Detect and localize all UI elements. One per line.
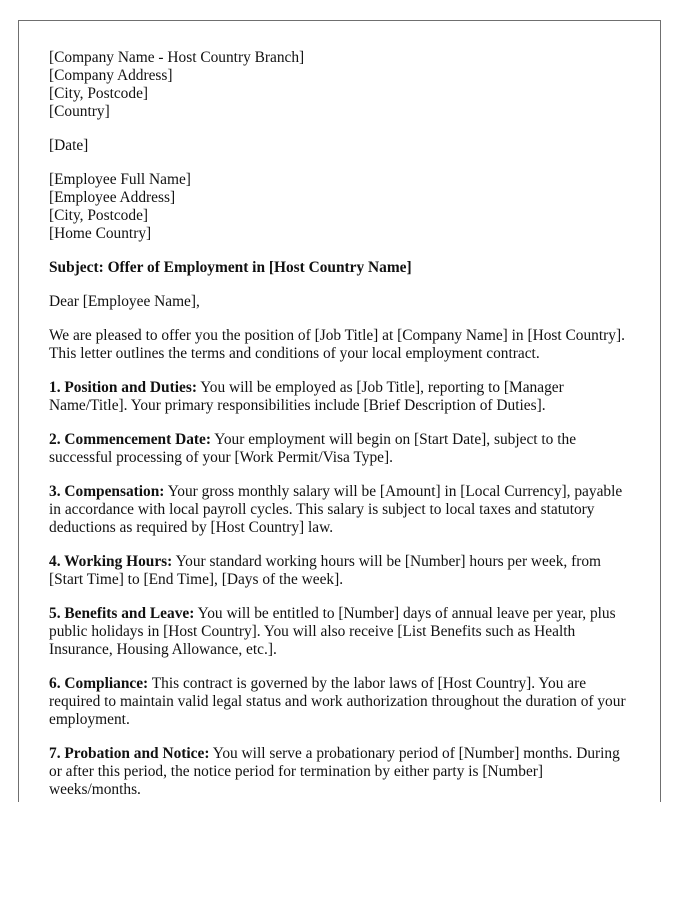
section-heading: 3. Compensation: bbox=[49, 483, 165, 500]
section-text: You will serve a probationary period of [Number] months. During or after this period, the notice period for termination by either party is [Number] weeks/months. bbox=[49, 745, 620, 798]
subject-line: Subject: Offer of Employment in [Host Country Name] bbox=[49, 259, 412, 276]
sender-address bbox=[49, 49, 630, 121]
sender-country: [Country] bbox=[49, 103, 110, 120]
section-heading: 4. Working Hours: bbox=[49, 553, 173, 570]
recipient-city-postcode: [City, Postcode] bbox=[49, 207, 149, 224]
section-text: This contract is governed by the labor laws of [Host Country]. You are required to maintain valid legal status and work authorization throughout the duration of your employment. bbox=[49, 675, 626, 728]
section-working-hours bbox=[49, 553, 630, 589]
recipient-address-line: [Employee Address] bbox=[49, 189, 176, 206]
section-text: Your employment will begin on [Start Date], subject to the successful processing of your [Work Permit/Visa Type]. bbox=[49, 431, 577, 466]
section-text: You will be entitled to [Number] days of annual leave per year, plus public holidays in [Host Country]. You will also receive [List Benefits such as Health Insurance, Housing Allowance, etc.]. bbox=[49, 605, 616, 658]
section-commencement-date bbox=[49, 431, 630, 467]
section-compliance bbox=[49, 675, 630, 729]
section-heading: 2. Commencement Date: bbox=[49, 431, 211, 448]
section-compensation bbox=[49, 483, 630, 537]
section-position-duties bbox=[49, 379, 630, 415]
section-heading: 7. Probation and Notice: bbox=[49, 745, 210, 762]
section-heading: 6. Compliance: bbox=[49, 675, 149, 692]
sender-company-name: [Company Name - Host Country Branch] bbox=[49, 49, 305, 66]
sender-company-address: [Company Address] bbox=[49, 67, 173, 84]
recipient-name: [Employee Full Name] bbox=[49, 171, 191, 188]
intro-paragraph: We are pleased to offer you the position of [Job Title] at [Company Name] in [Host Country]. This letter outlines the terms and conditions of your local employment contract. bbox=[49, 327, 625, 362]
section-heading: 1. Position and Duties: bbox=[49, 379, 197, 396]
section-text: Your gross monthly salary will be [Amount] in [Local Currency], payable in accordance with local payroll cycles. This salary is subject to local taxes and statutory deductions as required by [Host Country] law. bbox=[49, 483, 623, 536]
section-text: Your standard working hours will be [Number] hours per week, from [Start Time] to [End Time], [Days of the week]. bbox=[49, 553, 602, 588]
section-probation-notice bbox=[49, 745, 630, 799]
section-text: You will be employed as [Job Title], reporting to [Manager Name/Title]. Your primary responsibilities include [Brief Description of Duties]. bbox=[49, 379, 564, 414]
recipient-home-country: [Home Country] bbox=[49, 225, 152, 242]
letter-page bbox=[18, 20, 661, 802]
recipient-address bbox=[49, 171, 630, 243]
salutation: Dear [Employee Name], bbox=[49, 293, 200, 310]
section-heading: 5. Benefits and Leave: bbox=[49, 605, 195, 622]
section-benefits-leave bbox=[49, 605, 630, 659]
letter-date: [Date] bbox=[49, 137, 89, 154]
sender-city-postcode: [City, Postcode] bbox=[49, 85, 149, 102]
